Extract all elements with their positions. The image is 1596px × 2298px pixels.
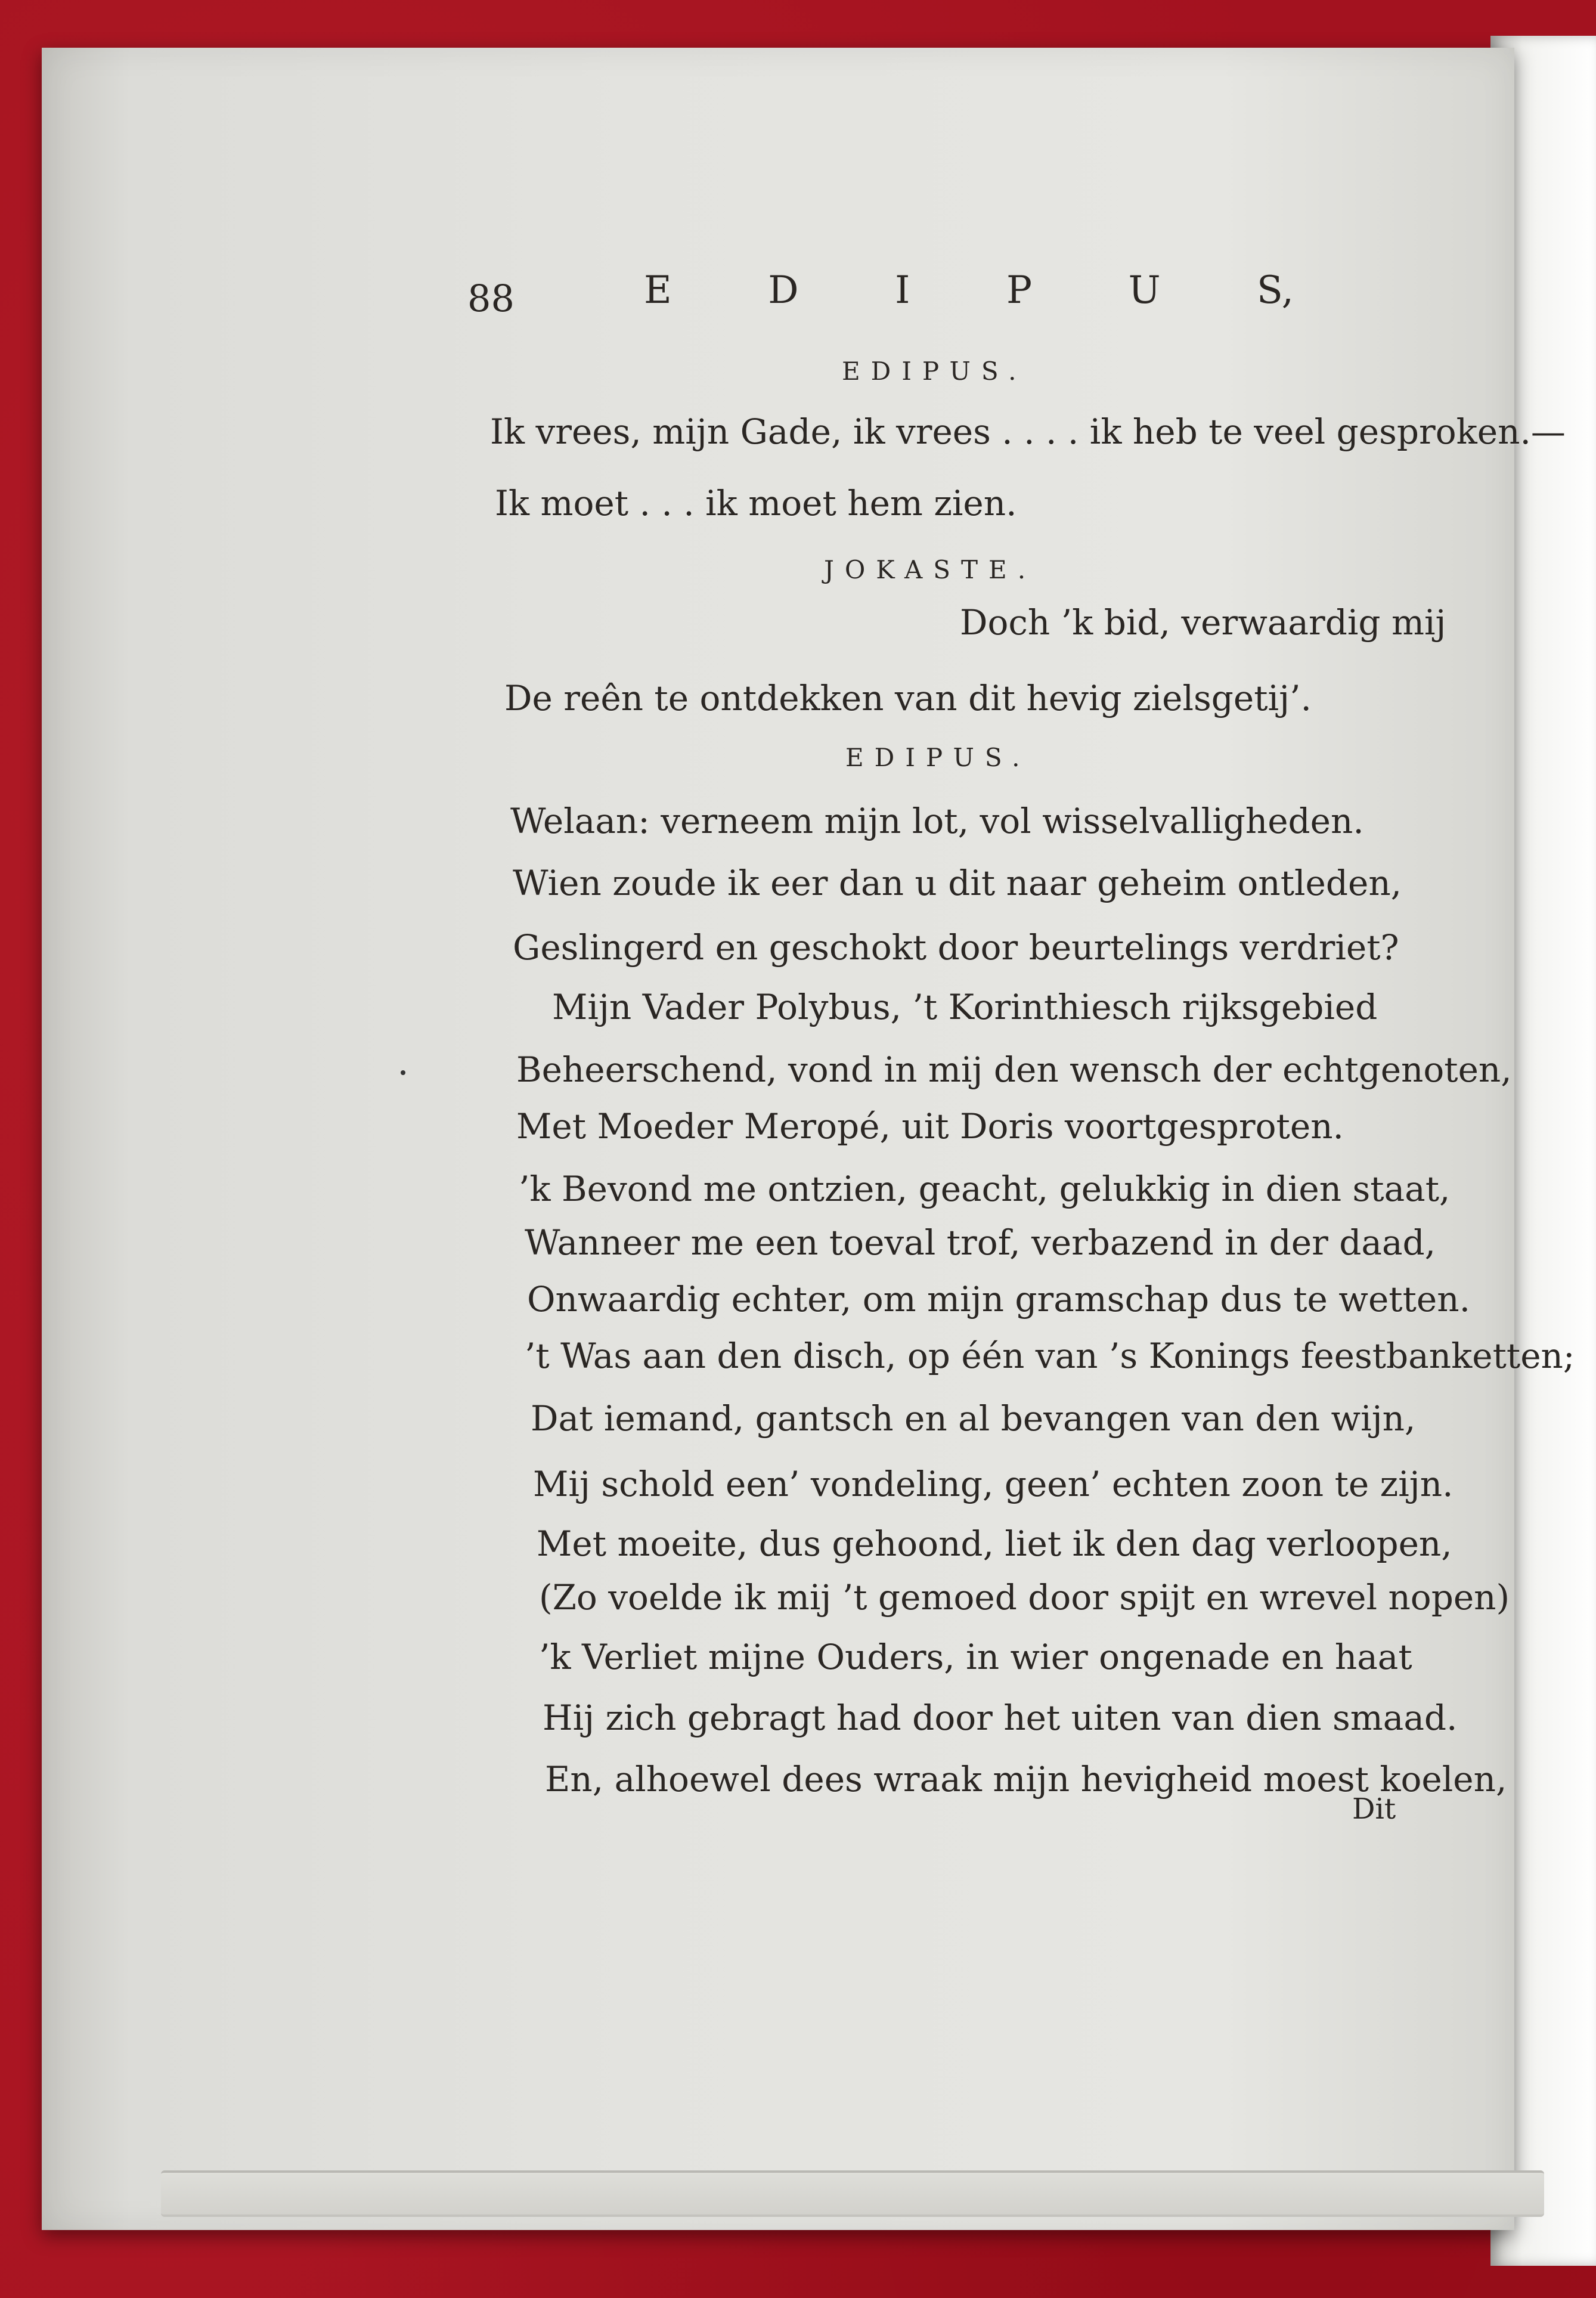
catchword: Dit: [1352, 1792, 1396, 1826]
verse-line: Met Moeder Meropé, uit Doris voortgesproten.: [516, 1106, 1344, 1147]
running-title-letter: P: [1006, 268, 1033, 312]
verse-line: Geslingerd en geschokt door beurtelings verdriet?: [513, 927, 1399, 968]
speaker-heading: EDIPUS.: [842, 357, 1027, 386]
verse-line: Ik moet . . . ik moet hem zien.: [495, 483, 1017, 524]
verse-line: Hij zich gebragt had door het uiten van dien smaad.: [543, 1698, 1458, 1738]
verse-line: De reên te ontdekken van dit hevig zielsgetij’.: [504, 678, 1312, 718]
verse-line: (Zo voelde ik mij ’t gemoed door spijt en wrevel nopen): [539, 1577, 1510, 1618]
verse-line: Mijn Vader Polybus, ’t Korinthiesch rijksgebied: [552, 987, 1378, 1027]
page-number: 88: [467, 277, 515, 320]
running-title-letter: D: [768, 268, 799, 312]
verse-line: Wanneer me een toeval trof, verbazend in der daad,: [525, 1222, 1436, 1263]
speaker-heading: EDIPUS.: [845, 743, 1031, 772]
verse-line: Onwaardig echter, om mijn gramschap dus te wetten.: [527, 1279, 1471, 1320]
verse-line: Mij schold een’ vondeling, geen’ echten zoon te zijn.: [533, 1464, 1454, 1504]
verse-line: Dat iemand, gantsch en al bevangen van den wijn,: [531, 1398, 1416, 1439]
verse-line: Wien zoude ik eer dan u dit naar geheim ontleden,: [513, 863, 1402, 903]
running-title-letter: I: [895, 268, 910, 312]
running-title: [644, 268, 1294, 312]
running-title-letter: U: [1128, 268, 1161, 312]
verse-line: Ik vrees, mijn Gade, ik vrees . . . . ik heb te veel gesproken.—: [490, 411, 1566, 452]
running-title-letter: S,: [1257, 268, 1294, 312]
verse-line: Welaan: verneem mijn lot, vol wisselvalligheden.: [510, 801, 1364, 841]
verse-line: ’k Verliet mijne Ouders, in wier ongenade en haat: [539, 1637, 1412, 1677]
running-title-letter: E: [644, 268, 672, 312]
verse-line: ’k Bevond me ontzien, geacht, gelukkig in dien staat,: [519, 1169, 1451, 1209]
verse-line: Met moeite, dus gehoond, liet ik den dag verloopen,: [537, 1523, 1452, 1564]
speaker-heading: JOKASTE.: [824, 555, 1037, 584]
ink-speck: [401, 1070, 405, 1075]
verse-line: ’t Was aan den disch, op één van ’s Konings feestbanketten;: [525, 1336, 1575, 1376]
verse-line: En, alhoewel dees wraak mijn hevigheid moest koelen,: [545, 1759, 1507, 1800]
verse-line: Doch ’k bid, verwaardig mij: [960, 602, 1446, 643]
verse-line: Beheerschend, vond in mij den wensch der echtgenoten,: [516, 1049, 1512, 1090]
